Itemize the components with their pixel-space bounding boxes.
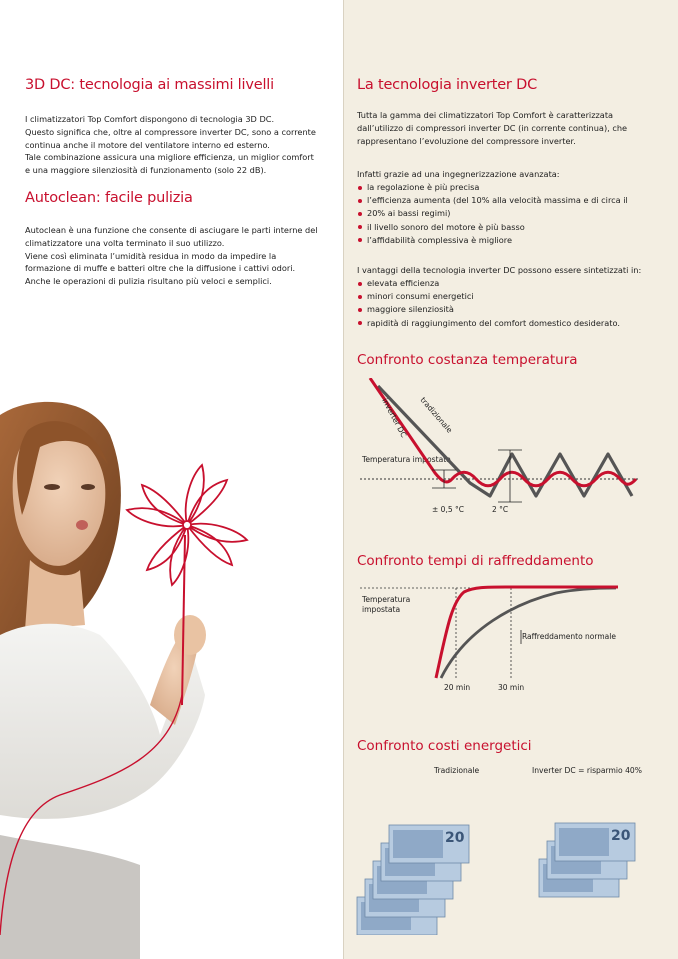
- list-item: maggiore silenziosità: [357, 303, 620, 316]
- banknote-inverter-3: [555, 823, 635, 861]
- eye-right: [81, 484, 95, 490]
- chart-temperature: [360, 378, 650, 518]
- chart-title-costs: Confronto costi energetici: [357, 738, 532, 754]
- category-tradizionale: Tradizionale: [434, 766, 480, 775]
- list-item: elevata efficienza: [357, 277, 620, 290]
- list-item-continued: 20% ai bassi regimi): [357, 207, 628, 220]
- heading-inverter-dc: La tecnologia inverter DC: [357, 77, 537, 93]
- chart-title-cooling: Confronto tempi di raffreddamento: [357, 553, 594, 569]
- pinwheel-icon: [127, 465, 247, 585]
- category-inverter: Inverter DC = risparmio 40%: [532, 766, 642, 775]
- paragraph-3d-dc: I climatizzatori Top Comfort dispongono di tecnologia 3D DC. Questo significa che, oltre al compressore inverter DC, sono a corrente continua anche il motore del ventilatore interno ed esterno. Tale combinazione assicura una migliore efficienza, un miglior comfort e una maggiore silenziosità di funzionamento (solo 22 dB).: [25, 114, 316, 176]
- list-advantages-engineering: [357, 181, 628, 247]
- lips: [76, 520, 88, 530]
- list1-intro: Infatti grazie ad una ingegnerizzazione avanzata:: [357, 169, 560, 179]
- hand: [174, 615, 206, 655]
- chart-title-temperature: Confronto costanza temperatura: [357, 352, 578, 368]
- annotation-inverter: ± 0,5 °C: [432, 505, 464, 514]
- banknote-value: 20: [445, 830, 465, 846]
- chart-cooling: [356, 578, 646, 698]
- heading-autoclean: Autoclean: facile pulizia: [25, 190, 193, 206]
- list-item: l’efficienza aumenta (del 10% alla velocità massima e di circa il: [357, 194, 628, 207]
- jeans: [0, 835, 140, 959]
- label-raffreddamento-normale: Raffreddamento normale: [522, 632, 616, 641]
- column-divider: [343, 0, 344, 959]
- list-item: rapidità di raggiungimento del comfort domestico desiderato.: [357, 317, 620, 330]
- banknote-value: 20: [611, 828, 631, 844]
- list-item: il livello sonoro del motore è più basso: [357, 221, 628, 234]
- tick-20min: 20 min: [444, 683, 471, 692]
- list-advantages-inverter: [357, 277, 620, 330]
- label-tradizionale: tradizionale: [418, 395, 455, 435]
- eye-left: [44, 484, 60, 490]
- setpoint-label-1: Temperatura impostata: [362, 455, 451, 464]
- woman-pinwheel-photo: [0, 395, 343, 959]
- annotation-tradizionale: 2 °C: [492, 505, 509, 514]
- chart-costs-banknotes: [355, 785, 655, 935]
- list-item: l’affidabilità complessiva è migliore: [357, 234, 628, 247]
- list-item: la regolazione è più precisa: [357, 181, 628, 194]
- banknote-tradizionale-5: [389, 825, 469, 863]
- tick-30min: 30 min: [498, 683, 525, 692]
- list-item: minori consumi energetici: [357, 290, 620, 303]
- heading-3d-dc: 3D DC: tecnologia ai massimi livelli: [25, 77, 274, 93]
- paragraph-inverter-intro: Tutta la gamma dei climatizzatori Top Comfort è caratterizzata dall’utilizzo di compressori inverter DC (in corrente continua), che rappresentano l’evoluzione del compressore inverter.: [357, 110, 628, 146]
- label-inverter-dc: inverter DC: [380, 396, 409, 439]
- setpoint-label-2: Temperatura impostata: [362, 595, 411, 614]
- list2-intro: I vantaggi della tecnologia inverter DC possono essere sintetizzati in:: [357, 265, 642, 275]
- paragraph-autoclean: Autoclean è una funzione che consente di asciugare le parti interne del climatizzatore una volta terminato il suo utilizzo. Viene così eliminata l’umidità residua in modo da impedire la formazione di muffe e batteri oltre che la diffusione i cattivi odori. Anche le operazioni di pulizia risultano più veloci e semplici.: [25, 225, 318, 287]
